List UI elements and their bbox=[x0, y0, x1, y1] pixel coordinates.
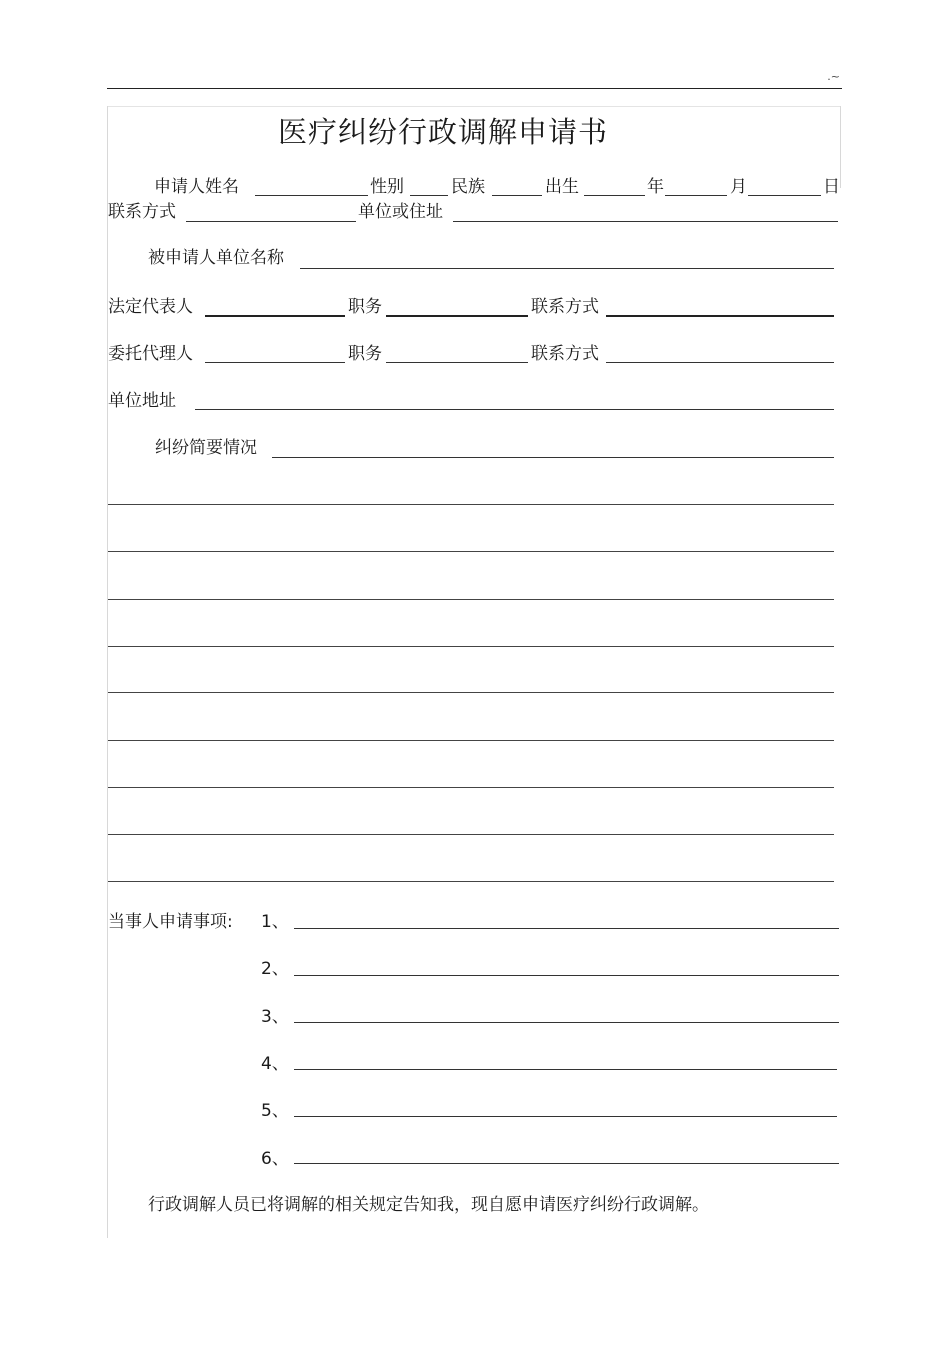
legal-rep-field[interactable] bbox=[205, 315, 345, 317]
agent-position-field[interactable] bbox=[386, 362, 528, 363]
gender-field[interactable] bbox=[410, 195, 448, 196]
birth-label: 出生 bbox=[545, 177, 579, 197]
requests-label: 当事人申请事项: bbox=[108, 912, 233, 932]
request-field[interactable] bbox=[294, 975, 839, 976]
form-title-text: 医疗纠纷行政调解申请书 bbox=[277, 115, 608, 149]
dispute-line[interactable] bbox=[108, 740, 834, 741]
unit-address-field[interactable] bbox=[195, 409, 834, 410]
month-label: 月 bbox=[730, 177, 747, 197]
gender-label: 性别 bbox=[370, 177, 404, 197]
respondent-unit-field[interactable] bbox=[300, 268, 834, 269]
legal-rep-label: 法定代表人 bbox=[108, 297, 193, 317]
request-number: 6、 bbox=[261, 1149, 289, 1169]
birth-year-field[interactable] bbox=[584, 195, 645, 196]
address-field[interactable] bbox=[453, 221, 838, 222]
dispute-line[interactable] bbox=[108, 646, 834, 647]
legal-rep-position-field[interactable] bbox=[386, 315, 528, 317]
dispute-summary-label: 纠纷简要情况 bbox=[155, 438, 257, 458]
legal-rep-contact-label: 联系方式 bbox=[531, 297, 599, 317]
request-number: 3、 bbox=[261, 1007, 289, 1027]
frame-top bbox=[107, 106, 840, 107]
ethnicity-label: 民族 bbox=[451, 177, 485, 197]
dispute-line[interactable] bbox=[108, 692, 834, 693]
agent-label: 委托代理人 bbox=[108, 344, 193, 364]
applicant-name-field[interactable] bbox=[255, 195, 368, 196]
consent-statement: 行政调解人员已将调解的相关规定告知我，现自愿申请医疗纠纷行政调解。 bbox=[148, 1195, 709, 1215]
day-label: 日 bbox=[823, 177, 840, 197]
dispute-line[interactable] bbox=[108, 881, 834, 882]
legal-rep-contact-field[interactable] bbox=[606, 315, 834, 317]
form-title bbox=[0, 110, 950, 151]
request-field[interactable] bbox=[294, 1116, 837, 1117]
request-number: 2、 bbox=[261, 959, 289, 979]
applicant-contact-field[interactable] bbox=[186, 221, 356, 222]
respondent-unit-label: 被申请人单位名称 bbox=[148, 248, 284, 268]
year-label: 年 bbox=[647, 177, 664, 197]
address-label: 单位或住址 bbox=[358, 202, 443, 222]
request-field[interactable] bbox=[294, 928, 839, 929]
dispute-line[interactable] bbox=[108, 787, 834, 788]
applicant-name-label: 申请人姓名 bbox=[154, 177, 239, 197]
dispute-line[interactable] bbox=[108, 551, 834, 552]
applicant-contact-label: 联系方式 bbox=[108, 202, 176, 222]
birth-month-field[interactable] bbox=[665, 195, 727, 196]
birth-day-field[interactable] bbox=[748, 195, 821, 196]
request-field[interactable] bbox=[294, 1022, 839, 1023]
agent-contact-label: 联系方式 bbox=[531, 344, 599, 364]
legal-rep-position-label: 职务 bbox=[348, 297, 382, 317]
agent-contact-field[interactable] bbox=[606, 362, 834, 363]
agent-position-label: 职务 bbox=[348, 344, 382, 364]
request-number: 1、 bbox=[261, 912, 289, 932]
request-number: 4、 bbox=[261, 1054, 289, 1074]
frame-left bbox=[107, 106, 108, 1238]
dispute-summary-field[interactable] bbox=[272, 457, 834, 458]
ethnicity-field[interactable] bbox=[492, 195, 542, 196]
unit-address-label: 单位地址 bbox=[108, 391, 176, 411]
dispute-line[interactable] bbox=[108, 504, 834, 505]
header-rule bbox=[107, 88, 842, 89]
request-field[interactable] bbox=[294, 1163, 839, 1164]
dispute-line[interactable] bbox=[108, 599, 834, 600]
request-field[interactable] bbox=[294, 1069, 837, 1070]
dispute-line[interactable] bbox=[108, 834, 834, 835]
request-number: 5、 bbox=[261, 1101, 289, 1121]
header-mark: .~ bbox=[827, 70, 840, 83]
agent-field[interactable] bbox=[205, 362, 345, 363]
